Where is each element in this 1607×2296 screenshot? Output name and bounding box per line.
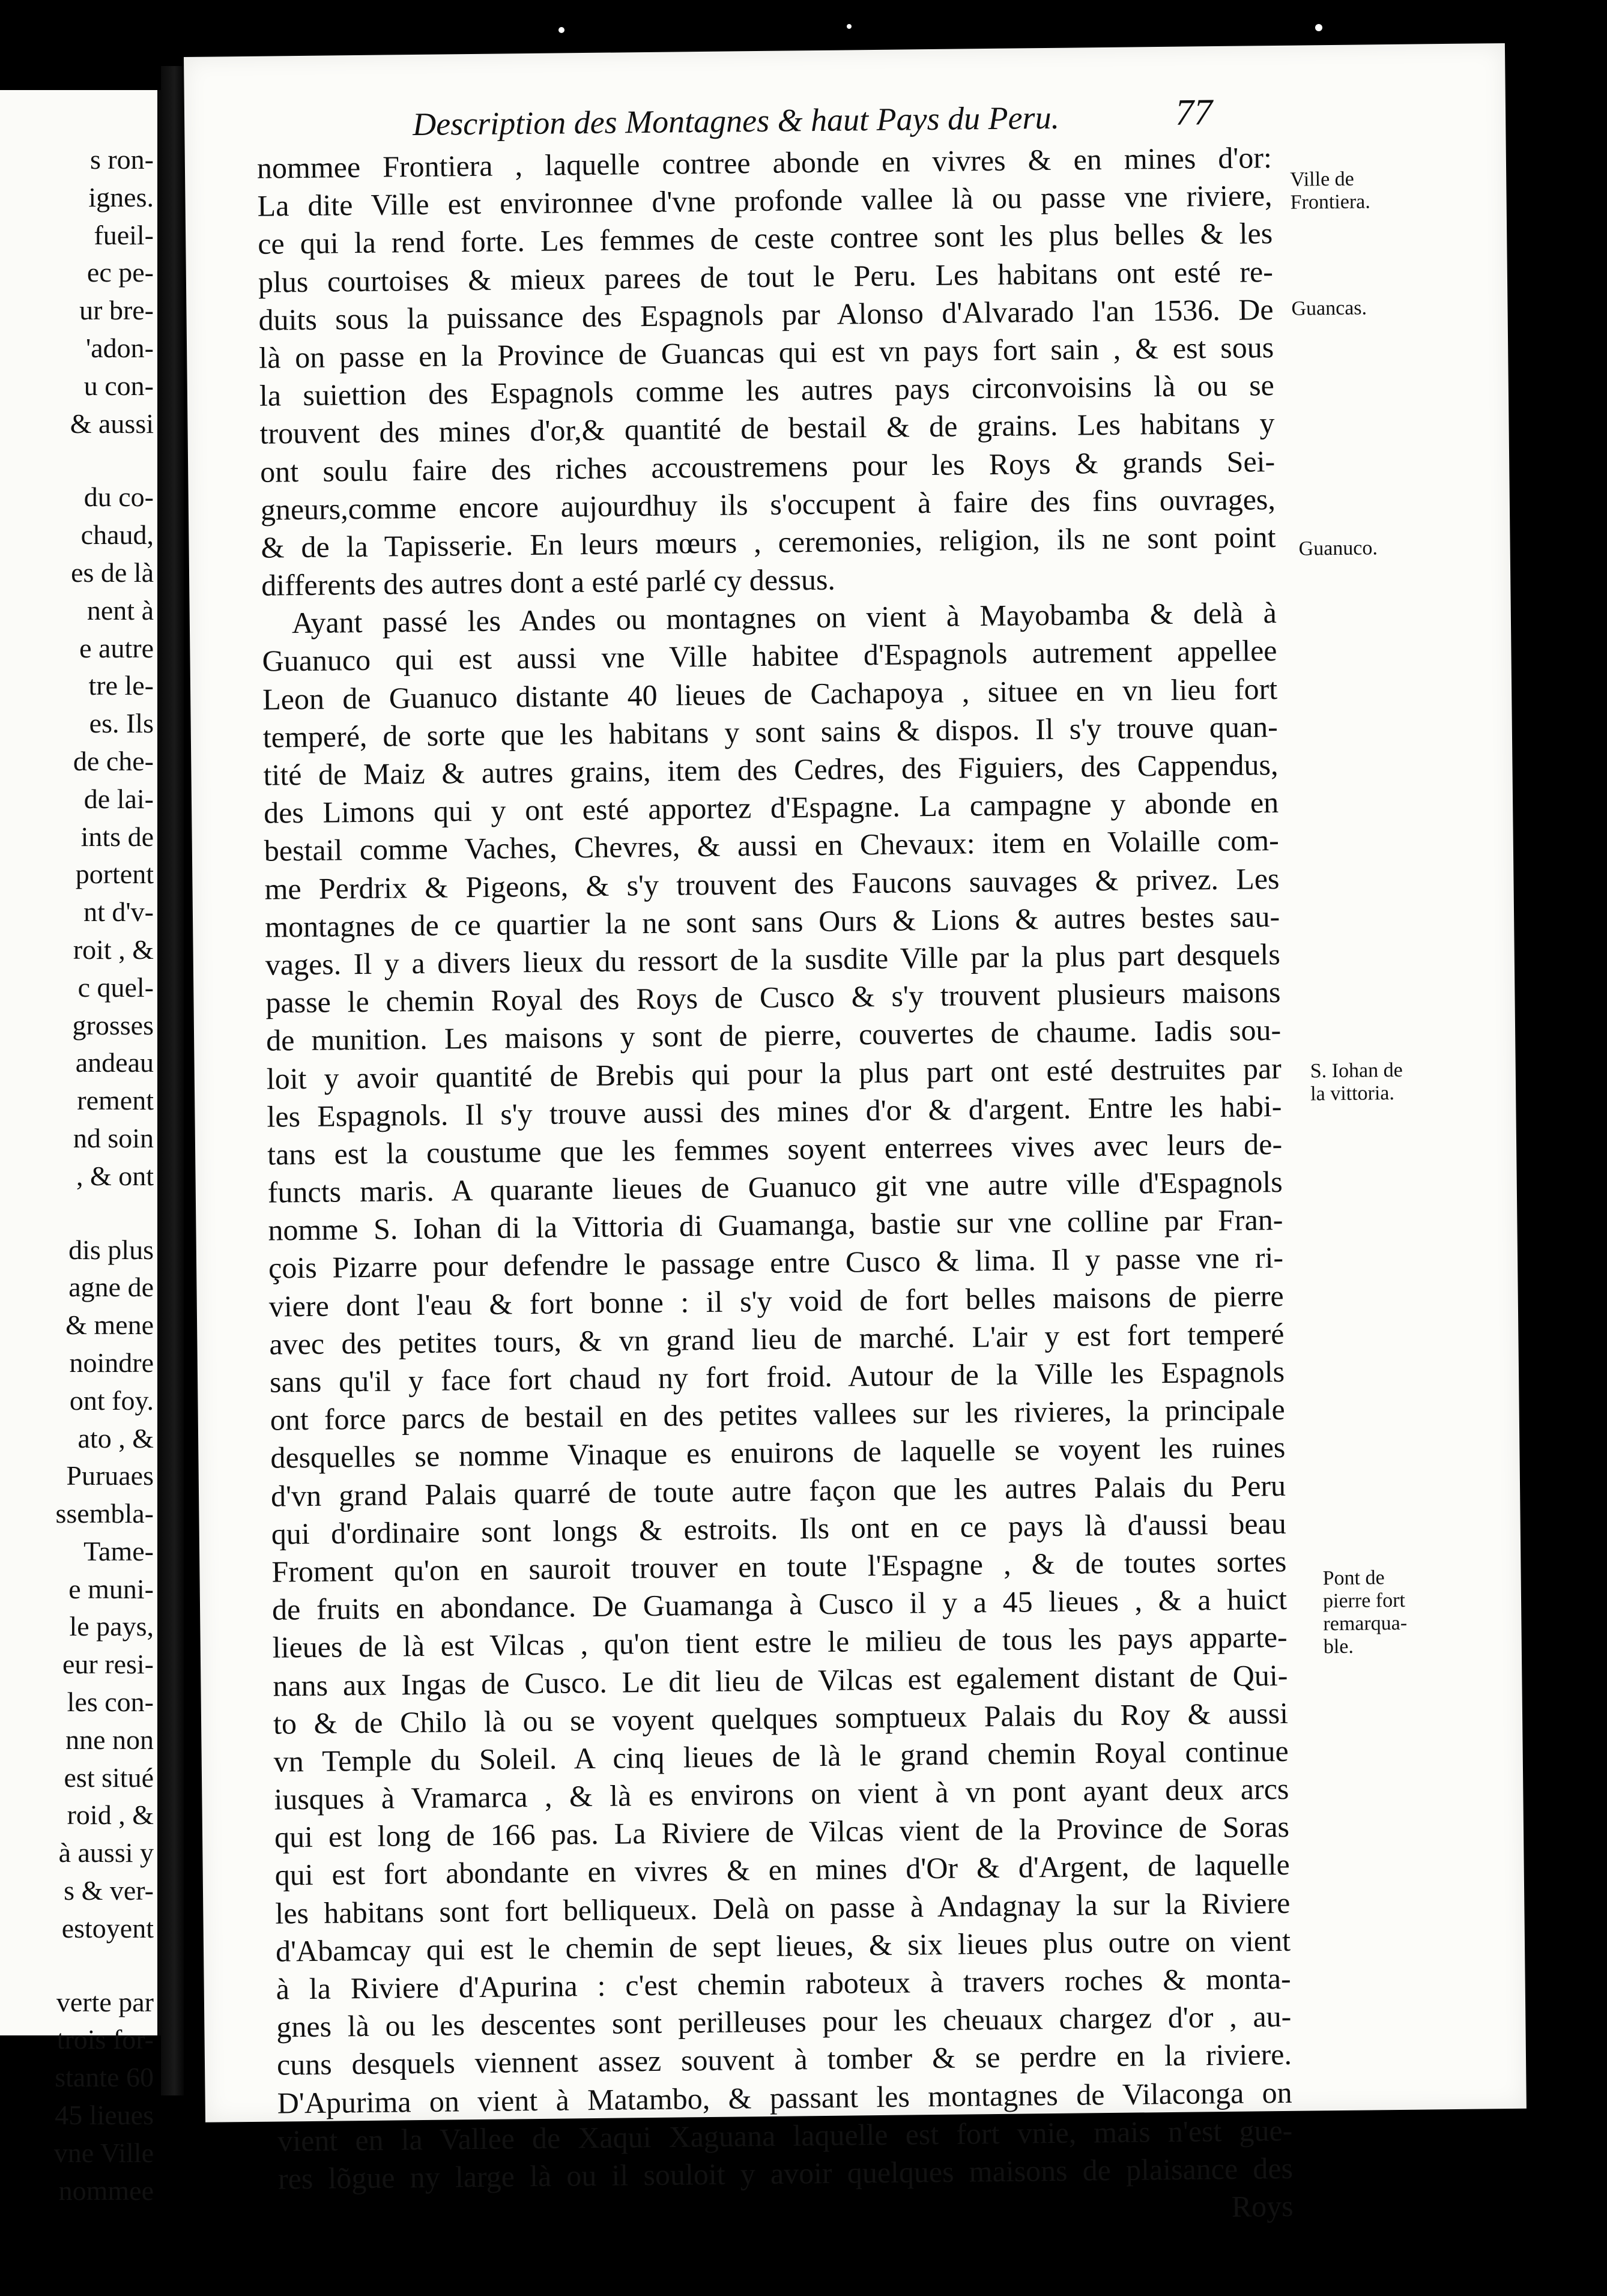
previous-page-line: est situé xyxy=(64,1762,154,1793)
text-line: nommee Frontiera , laquelle contree abonde en vivres & en mines d'or: xyxy=(256,140,1273,185)
text-line: temperé, de sorte que les habitans y sont sains & dispos. Il s'y trouve quan- xyxy=(262,709,1279,754)
running-head: Description des Montagnes & haut Pays du Peru. xyxy=(412,99,1060,143)
margin-note-pont xyxy=(1322,1566,1407,1658)
text-line: gnes là ou les descentes sont perilleuses pour les cheuaux chargez d'or , au- xyxy=(276,1999,1292,2044)
text-line: iusques à Vramarca , & là es environs on vient à vn pont ayant deux arcs xyxy=(274,1771,1289,1816)
text-line: qui est long de 166 pas. La Riviere de Vilcas vient de la Province de Soras xyxy=(274,1810,1290,1854)
margin-note-line: Ville de xyxy=(1290,168,1354,191)
margin-note-guancas xyxy=(1291,297,1367,320)
book-gutter xyxy=(161,66,184,2095)
text-line: desquelles se nomme Vinaque es enuirons de laquelle se voyent les ruines xyxy=(270,1430,1286,1475)
text-line: nans aux Ingas de Cusco. Le dit lieu de Vilcas est egalement distant de Qui- xyxy=(273,1658,1288,1703)
previous-page-line: s ron- xyxy=(89,144,154,175)
previous-page-line: vne Ville xyxy=(53,2137,154,2168)
text-line: Froment qu'on en sauroit trouver en toute l'Espagne , & de toutes sortes xyxy=(271,1544,1287,1589)
text-line: Leon de Guanuco distante 40 lieues de Cachapoya , situee en vn lieu fort xyxy=(262,671,1278,716)
previous-page-line: & aussi xyxy=(70,408,154,439)
text-line: trouvent des mines d'or,& quantité de bestail & de grains. Les habitans y xyxy=(259,406,1275,451)
text-line: viere dont l'eau & fort bonne : il s'y void de fort belles maisons de pierre xyxy=(268,1278,1284,1323)
previous-page-line: nent à xyxy=(86,594,154,626)
previous-page-line: stante 60 xyxy=(55,2062,154,2093)
text-line: to & de Chilo là ou se voyent quelques somptueux Palais du Roy & aussi xyxy=(273,1696,1289,1741)
text-line: cuns desquels viennent assez souvent à tomber & se perdre en la riviere. xyxy=(276,2037,1292,2082)
text-line: à la Riviere d'Apurina : c'est chemin raboteux à travers roches & monta- xyxy=(276,1961,1291,2006)
previous-page-line: es de là xyxy=(71,557,154,588)
text-line: duits sous la puissance des Espagnols par Alonso d'Alvarado l'an 1536. De xyxy=(258,292,1274,337)
margin-note-line: Pont de xyxy=(1322,1566,1385,1590)
previous-page-line: roid , & xyxy=(67,1799,154,1831)
text-line: gneurs,comme encore aujourdhuy ils s'occupent à faire des fins ouvrages, xyxy=(260,482,1276,527)
previous-page-line: de che- xyxy=(73,745,154,776)
text-line: D'Apurima on vient à Matambo, & passant les montagnes de Vilaconga on xyxy=(277,2075,1292,2120)
text-line: me Perdrix & Pigeons, & s'y trouvent des Faucons sauvages & privez. Les xyxy=(264,861,1280,906)
previous-page-line: de lai- xyxy=(83,783,154,814)
text-line: ont soulu faire des riches accoustremens pour les Roys & grands Sei- xyxy=(259,444,1276,489)
text-line: vient en la Vallee de Xaqui Xaguana laquelle est fort vnie, mais n'est gue- xyxy=(277,2113,1293,2158)
previous-page-line xyxy=(0,1948,157,1984)
previous-page-line: portent xyxy=(75,859,154,890)
previous-page-line: nne non xyxy=(65,1724,154,1755)
text-line: nomme S. Iohan di la Vittoria di Guamanga, bastie sur vne colline par Fran- xyxy=(268,1203,1283,1247)
previous-page-line: andeau xyxy=(75,1047,154,1078)
previous-page-line: ur bre- xyxy=(79,295,154,326)
body-text xyxy=(257,139,1294,2236)
previous-page-line: 'adon- xyxy=(85,332,154,363)
previous-page-fragment xyxy=(0,90,161,2206)
previous-page-line: c quel- xyxy=(77,971,154,1003)
margin-note-guanuco xyxy=(1298,537,1378,560)
previous-page-line: dis plus xyxy=(68,1234,154,1265)
text-line: vages. Il y a divers lieux du ressort de la susdite Ville par la plus part desquels xyxy=(265,937,1281,982)
previous-page-line: noindre xyxy=(69,1347,154,1378)
text-line: d'vn grand Palais quarré de toute autre façon que les autres Palais du Peru xyxy=(270,1468,1286,1513)
scan-speck xyxy=(1315,24,1322,31)
previous-page-text xyxy=(0,141,157,2210)
previous-page-line: ints de xyxy=(80,821,154,852)
catchword: Roys xyxy=(1231,2189,1294,2224)
text-line: les habitans sont fort belliqueux. Delà on passe à Andagnay la sur la Riviere xyxy=(275,1885,1291,1930)
page-number: 77 xyxy=(1175,92,1213,133)
margin-note-iohan xyxy=(1310,1059,1403,1106)
previous-page-line xyxy=(0,1195,157,1231)
text-line: tans est la coustume que les femmes soyent enterrees vives avec leurs de- xyxy=(267,1126,1283,1171)
previous-page-line: & mene xyxy=(65,1310,154,1341)
text-line: des Limons qui y ont esté apportez d'Espagne. La campagne y abonde en xyxy=(263,785,1279,830)
text-line: d'Abamcay qui est le chemin de sept lieues, & six lieues plus outre on vient xyxy=(275,1923,1291,1968)
previous-page-line: ec pe- xyxy=(86,257,154,288)
text-line: ce qui la rend forte. Les femmes de ceste contree sont les plus belles & les xyxy=(257,216,1273,261)
text-line: montagnes de ce quartier la ne sont sans Ours & Lions & autres bestes sau- xyxy=(264,899,1280,944)
text-line: la suiettion des Espagnols comme les autres pays circonvoisins là ou se xyxy=(259,368,1275,412)
margin-note-line: ble. xyxy=(1323,1635,1354,1658)
previous-page-line: roit , & xyxy=(73,934,154,965)
text-line: ont force parcs de bestail en des petites vallees sur les rivieres, la principale xyxy=(270,1392,1285,1437)
previous-page-line: Puruaes xyxy=(66,1460,154,1491)
previous-page-line: agne de xyxy=(68,1272,154,1303)
previous-page-line: es. Ils xyxy=(89,708,154,739)
previous-page-line: s & ver- xyxy=(64,1875,154,1906)
text-line: loit y avoir quantité de Brebis qui pour la plus part ont esté destruites par xyxy=(266,1051,1282,1096)
previous-page-line: nd soin xyxy=(73,1122,154,1153)
previous-page-line: Tame- xyxy=(83,1535,154,1566)
text-line: les Espagnols. Il s'y trouve aussi des mines d'or & d'argent. Entre les habi- xyxy=(267,1089,1282,1134)
previous-page-line xyxy=(0,443,157,479)
previous-page-line: 45 lieues xyxy=(55,2100,154,2131)
text-line: avec des petites tours, & vn grand lieu de marché. L'air y est fort temperé xyxy=(269,1316,1285,1361)
text-line: de fruits en abondance. De Guamanga à Cusco il y a 45 lieues , & a huict xyxy=(271,1582,1288,1627)
previous-page-line: eur resi- xyxy=(62,1649,154,1680)
margin-note-line: pierre fort xyxy=(1322,1589,1406,1613)
margin-note-line: la vittoria. xyxy=(1310,1081,1395,1105)
text-line: lieues de là est Vilcas , qu'on tient estre le milieu de tous les pays apparte- xyxy=(272,1620,1288,1664)
text-line: vn Temple du Soleil. A cinq lieues de là le grand chemin Royal continue xyxy=(273,1733,1289,1778)
scan-speck xyxy=(558,27,564,33)
text-line: La dite Ville est environnee d'vne profonde vallee là ou passe vne riviere, xyxy=(257,178,1273,223)
text-line: sans qu'il y face fort chaud ny fort froid. Autour de la Ville les Espagnols xyxy=(269,1354,1285,1399)
text-line: de munition. Les maisons y sont de pierre, couvertes de chaume. Iadis sou- xyxy=(265,1013,1282,1057)
text-line: qui d'ordinaire sont longs & estroits. Ils ont en ce pays là d'aussi beau xyxy=(271,1506,1286,1551)
previous-page-line: u con- xyxy=(83,370,154,401)
text-line: functs maris. A quarante lieues de Guanuco git vne autre ville d'Espagnols xyxy=(267,1165,1283,1209)
text-line: çois Pizarre pour defendre le passage entre Cusco & lima. Il y passe vne ri- xyxy=(268,1240,1284,1285)
margin-note-line: Frontiera. xyxy=(1290,190,1370,214)
text-line: tité de Maiz & autres grains, item des Cedres, des Figuiers, des Cappendus, xyxy=(263,747,1279,792)
previous-page-line: les con- xyxy=(67,1687,154,1718)
previous-page-line: nommee xyxy=(58,2175,154,2206)
text-line: qui est fort abondante en vivres & en mines d'Or & d'Argent, de laquelle xyxy=(274,1847,1290,1893)
text-line: & de la Tapisserie. En leurs mœurs , ceremonies, religion, ils ne sont point xyxy=(261,519,1276,564)
previous-page-line: à aussi y xyxy=(58,1837,154,1869)
margin-note-line: Guanuco. xyxy=(1298,537,1378,560)
previous-page-line: verte par xyxy=(56,1986,154,2017)
scan-speck xyxy=(847,24,852,29)
margin-note-line: Guancas. xyxy=(1291,297,1367,320)
previous-page-line: ont foy. xyxy=(69,1385,154,1416)
text-line: bestail comme Vaches, Chevres, & aussi en Chevaux: item en Volaille com- xyxy=(264,823,1280,868)
text-line: differents des autres dont a esté parlé cy dessus. xyxy=(261,562,836,602)
previous-page-line: du co- xyxy=(83,482,154,513)
previous-page-line: e muni- xyxy=(68,1573,154,1604)
previous-page-line: rement xyxy=(77,1085,154,1116)
text-line: passe le chemin Royal des Roys de Cusco & s'y trouvent plusieurs maisons xyxy=(265,975,1281,1020)
book-page xyxy=(184,43,1527,2224)
previous-page-line: ssembla- xyxy=(55,1498,154,1529)
previous-page-line: nt d'v- xyxy=(83,896,154,928)
previous-page-line: fueil- xyxy=(94,219,154,250)
margin-note-line: remarqua- xyxy=(1323,1612,1408,1636)
previous-page-line: , & ont xyxy=(76,1160,154,1191)
text-line: Ayant passé les Andes ou montagnes on vient à Mayobamba & delà à xyxy=(291,596,1277,640)
previous-page-line: ato , & xyxy=(77,1422,154,1454)
text-line: res lõgue ny large là ou il souloit y avoir quelques maisons de plaisance des xyxy=(277,2151,1294,2196)
text-line: Guanuco qui est aussi vne Ville habitee d'Espagnols autrement appellee xyxy=(262,633,1277,678)
previous-page-line: ignes. xyxy=(88,181,154,213)
text-line: là on passe en la Province de Guancas qui est vn pays fort sain , & est sous xyxy=(258,330,1274,375)
previous-page-line: le pays, xyxy=(69,1611,154,1642)
previous-page-line: trois for- xyxy=(56,2024,154,2055)
previous-page-line: estoyent xyxy=(61,1912,154,1944)
previous-page-line: e autre xyxy=(79,632,154,663)
previous-page-line: chaud, xyxy=(80,519,154,551)
text-line: plus courtoises & mieux parees de tout le Peru. Les habitans ont esté re- xyxy=(258,254,1274,299)
margin-note-line: S. Iohan de xyxy=(1310,1059,1403,1083)
previous-page-line: grosses xyxy=(72,1009,154,1041)
margin-note-frontiera xyxy=(1290,168,1370,214)
previous-page-line: tre le- xyxy=(88,670,154,701)
